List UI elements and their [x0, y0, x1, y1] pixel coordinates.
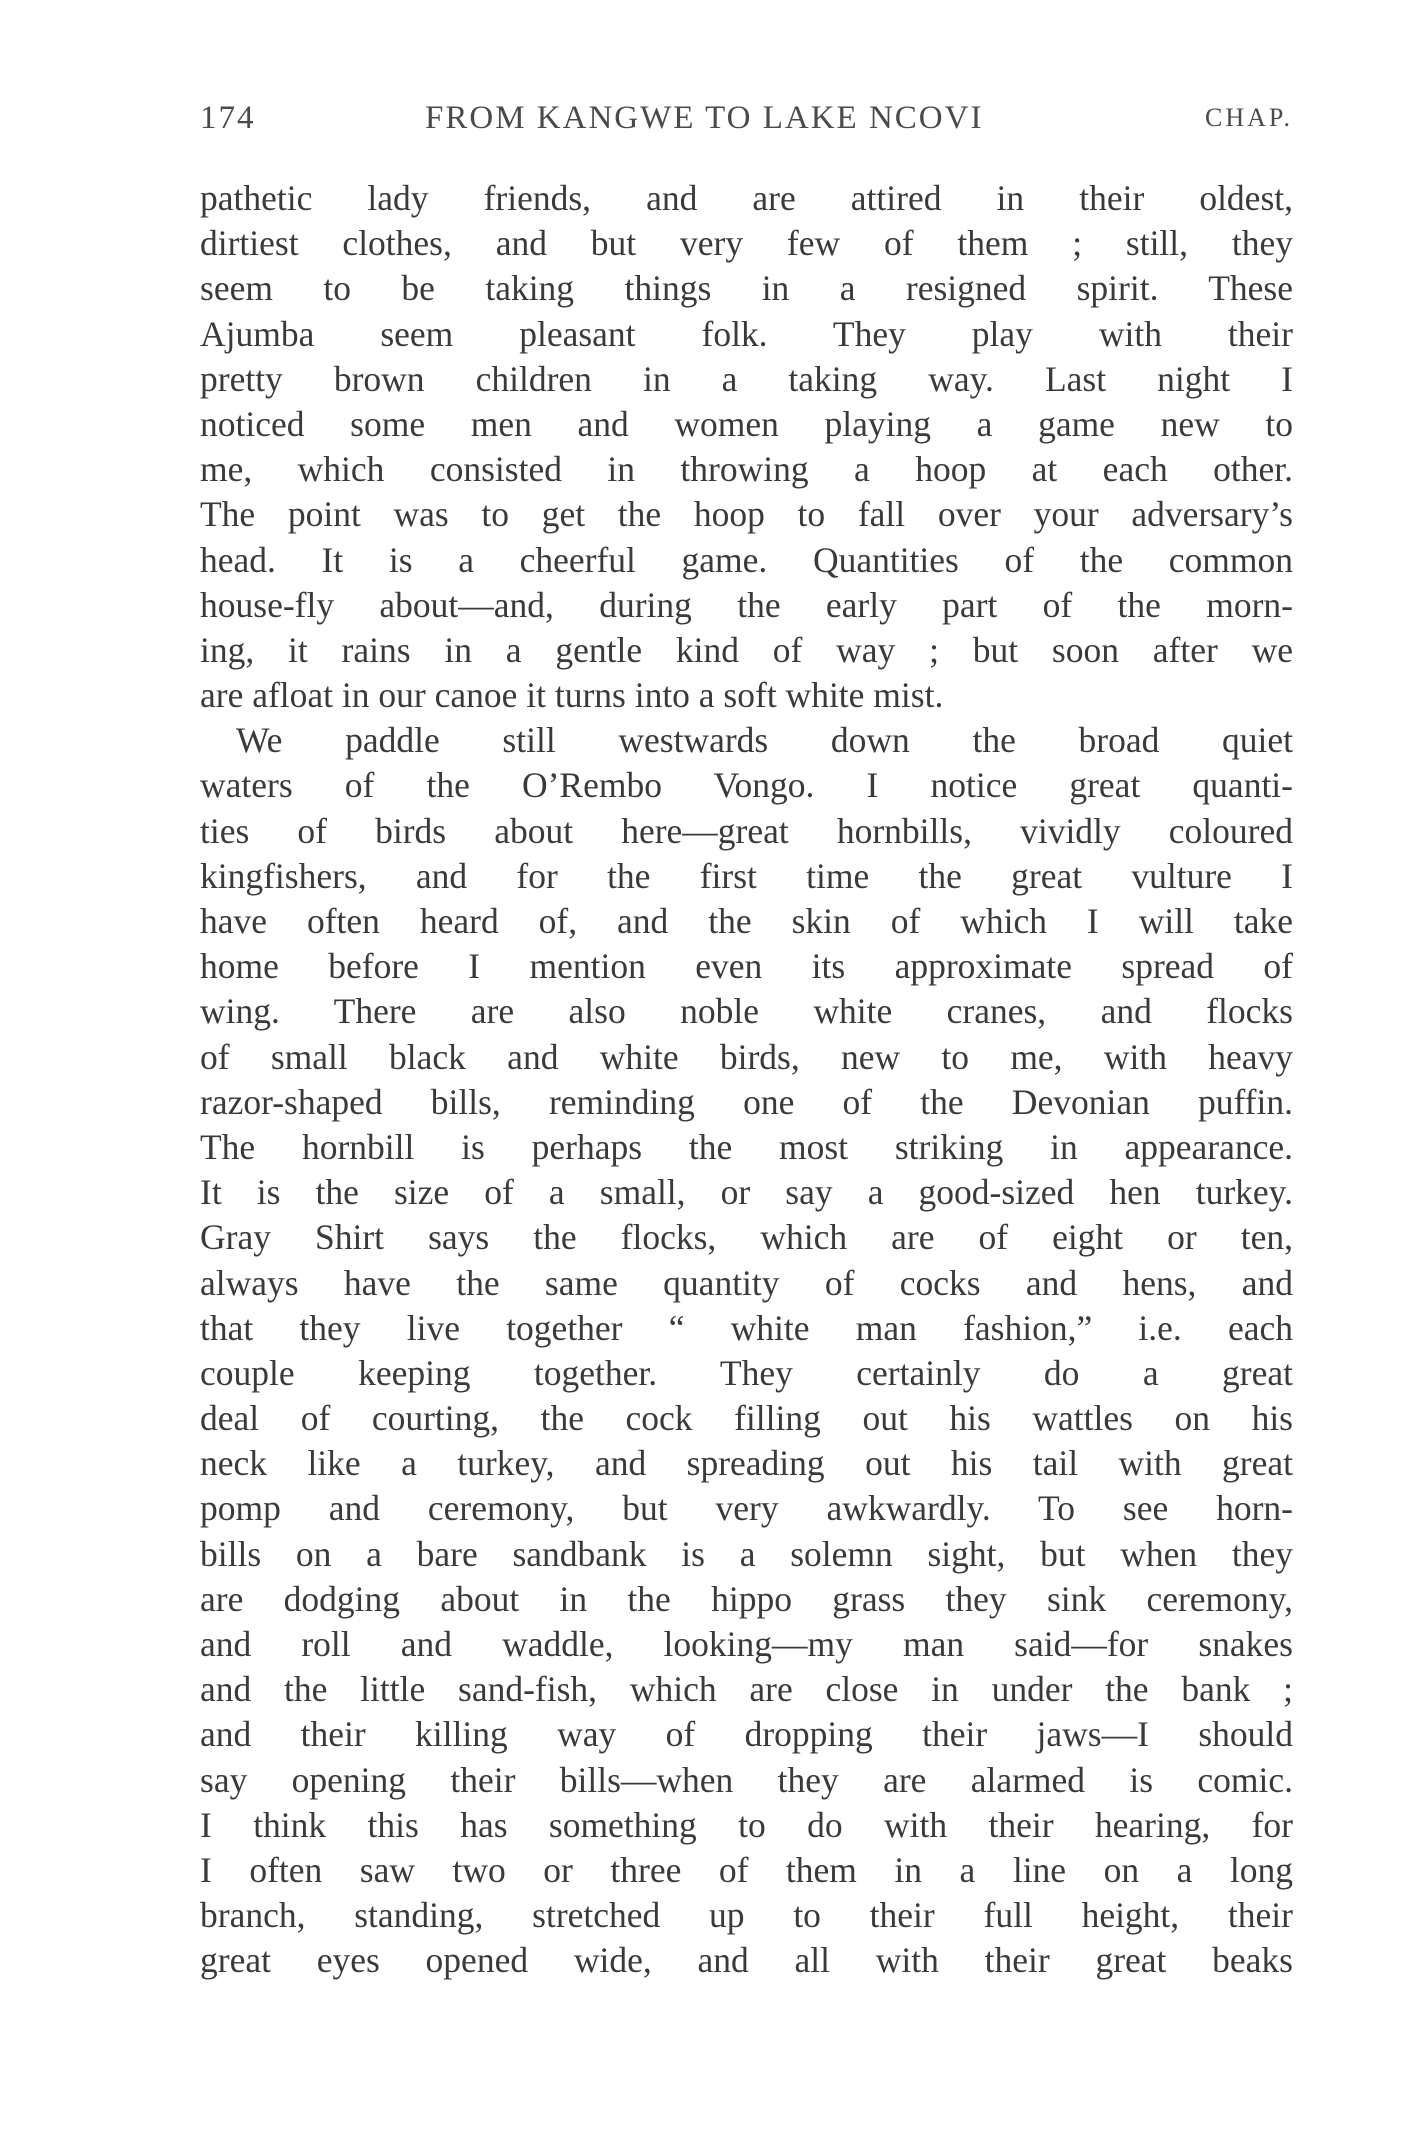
- text-line: wing. There are also noble white cranes, and flocks: [200, 991, 1293, 1032]
- text-line: waters of the O’Rembo Vongo. I notice great quanti-: [200, 765, 1293, 806]
- text-line: ties of birds about here—great hornbills, vividly coloured: [200, 810, 1293, 851]
- text-line: and roll and waddle, looking—my man said—for snakes: [200, 1624, 1293, 1664]
- text-line: We paddle still westwards down the broad quiet: [236, 720, 1293, 761]
- text-line: branch, standing, stretched up to their full height, their: [200, 1895, 1293, 1936]
- text-line: bills on a bare sandbank is a solemn sight, but when they: [200, 1533, 1293, 1574]
- page-number: 174: [200, 100, 256, 136]
- text-line: great eyes opened wide, and all with their great beaks: [200, 1940, 1293, 1981]
- text-line: me, which consisted in throwing a hoop at each other.: [200, 449, 1293, 490]
- text-line: couple keeping together. They certainly do a great: [200, 1352, 1293, 1393]
- text-line: kingfishers, and for the first time the great vulture I: [200, 855, 1293, 896]
- text-line: deal of courting, the cock filling out his wattles on his: [200, 1398, 1293, 1439]
- text-line: house-fly about—and, during the early part of the morn-: [200, 584, 1293, 625]
- text-line: pretty brown children in a taking way. Last night I: [200, 358, 1293, 399]
- text-line: dirtiest clothes, and but very few of them ; still, they: [200, 223, 1293, 264]
- text-line: neck like a turkey, and spreading out his tail with great: [200, 1443, 1293, 1484]
- text-line: home before I mention even its approximate spread of: [200, 946, 1293, 987]
- text-line: have often heard of, and the skin of which I will take: [200, 901, 1293, 941]
- text-line: I think this has something to do with their hearing, for: [200, 1804, 1293, 1845]
- text-line: pathetic lady friends, and are attired in their oldest,: [200, 178, 1293, 218]
- text-line: pomp and ceremony, but very awkwardly. To see horn-: [200, 1488, 1293, 1529]
- text-line: The point was to get the hoop to fall over your adversary’s: [200, 494, 1293, 535]
- text-line: and the little sand-fish, which are close in under the bank ;: [200, 1669, 1293, 1710]
- text-line: that they live together “ white man fashion,” i.e. each: [200, 1307, 1293, 1348]
- text-line: are dodging about in the hippo grass they sink ceremony,: [200, 1578, 1293, 1619]
- text-line: It is the size of a small, or say a good-sized hen turkey.: [200, 1172, 1293, 1213]
- text-line: I often saw two or three of them in a line on a long: [200, 1849, 1293, 1890]
- text-line: seem to be taking things in a resigned spirit. These: [200, 268, 1293, 309]
- text-line: are afloat in our canoe it turns into a soft white mist.: [200, 675, 944, 716]
- text-line: always have the same quantity of cocks and hens, and: [200, 1262, 1293, 1303]
- running-head: [200, 100, 1293, 150]
- text-line: head. It is a cheerful game. Quantities of the common: [200, 539, 1293, 580]
- chapter-label: CHAP.: [1205, 103, 1293, 132]
- text-line: Ajumba seem pleasant folk. They play with their: [200, 313, 1293, 354]
- text-line: of small black and white birds, new to me, with heavy: [200, 1036, 1293, 1077]
- text-line: and their killing way of dropping their jaws—I should: [200, 1714, 1293, 1755]
- running-title: FROM KANGWE TO LAKE NCOVI: [425, 100, 984, 136]
- text-line: razor-shaped bills, reminding one of the Devonian puffin.: [200, 1081, 1293, 1122]
- body-text: [200, 176, 1293, 1984]
- text-line: Gray Shirt says the flocks, which are of eight or ten,: [200, 1217, 1293, 1258]
- text-line: The hornbill is perhaps the most striking in appearance.: [200, 1126, 1293, 1167]
- book-page: [200, 100, 1293, 1984]
- text-line: noticed some men and women playing a game new to: [200, 403, 1293, 444]
- text-line: say opening their bills—when they are alarmed is comic.: [200, 1759, 1293, 1800]
- text-line: ing, it rains in a gentle kind of way ; but soon after we: [200, 629, 1293, 670]
